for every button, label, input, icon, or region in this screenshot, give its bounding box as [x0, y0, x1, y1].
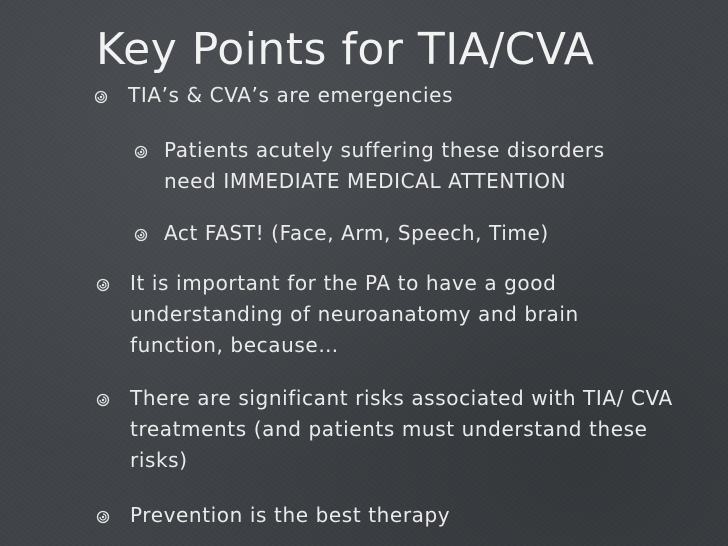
bullet-text: Act FAST! (Face, Arm, Speech, Time)	[164, 221, 549, 245]
bullet-text: There are significant risks associated with TIA/ CVA treatments (and patients must understand these risks)	[130, 386, 673, 472]
bullet-text: Patients acutely suffering these disorders need IMMEDIATE MEDICAL ATTENTION	[164, 138, 605, 193]
swirl-bullet-icon	[96, 278, 110, 292]
sub-bullet-item	[164, 135, 644, 197]
bullet-item	[130, 268, 610, 361]
swirl-bullet-icon	[96, 510, 110, 524]
swirl-bullet-icon	[134, 145, 148, 159]
swirl-bullet-icon	[94, 90, 108, 104]
sub-bullet-item	[164, 218, 684, 249]
bullet-item	[128, 80, 688, 111]
bullet-text: TIA’s & CVA’s are emergencies	[128, 83, 454, 107]
swirl-bullet-icon	[96, 393, 110, 407]
bullet-item	[130, 383, 690, 476]
slide-title: Key Points for TIA/CVA	[96, 24, 595, 75]
bullet-item	[130, 500, 610, 531]
bullet-text: It is important for the PA to have a good understanding of neuroanatomy and brain function, because…	[130, 271, 579, 357]
bullet-text: Prevention is the best therapy	[130, 503, 451, 527]
swirl-bullet-icon	[134, 228, 148, 242]
